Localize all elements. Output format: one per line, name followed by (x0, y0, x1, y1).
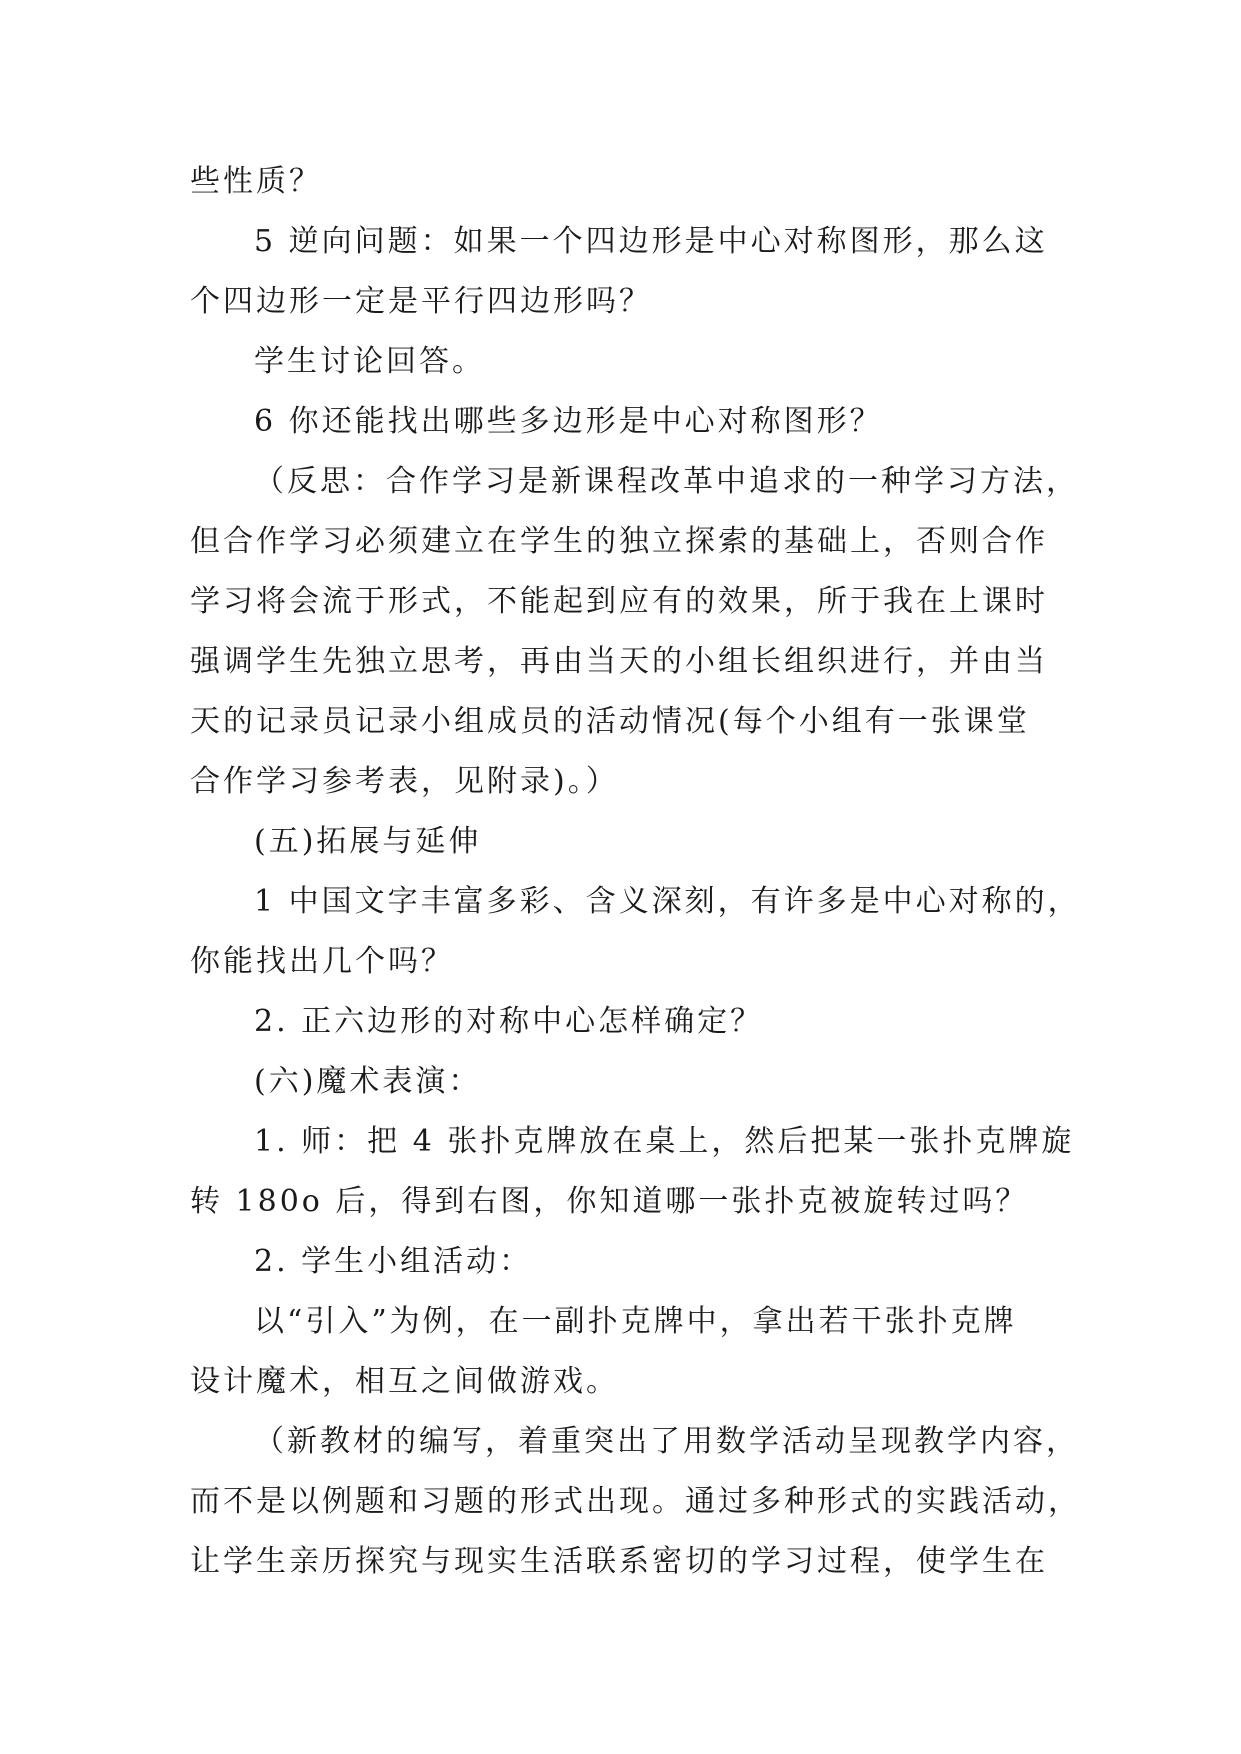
text-line: 合作学习参考表，见附录)。） (190, 764, 619, 799)
text-line: 而不是以例题和习题的形式出现。通过多种形式的实践活动， (190, 1484, 1081, 1519)
text-line: 6 你还能找出哪些多边形是中心对称图形？ (254, 404, 883, 439)
text-line: 让学生亲历探究与现实生活联系密切的学习过程，使学生在 (190, 1544, 1048, 1579)
text-line: 1. 师：把 4 张扑克牌放在桌上，然后把某一张扑克牌旋 (254, 1124, 1075, 1159)
document-body (190, 152, 1081, 1592)
text-line: 但合作学习必须建立在学生的独立探索的基础上，否则合作 (190, 524, 1048, 559)
text-line: （新教材的编写，着重突出了用数学活动呈现教学内容， (254, 1424, 1079, 1459)
text-line: 强调学生先独立思考，再由当天的小组长组织进行，并由当 (190, 644, 1048, 679)
text-line: 些性质？ (190, 164, 322, 199)
section-heading: (五)拓展与延伸 (254, 824, 482, 859)
text-line: 以“引入”为例，在一副扑克牌中，拿出若干张扑克牌 (254, 1304, 1017, 1339)
text-line: 1 中国文字丰富多彩、含义深刻，有许多是中心对称的， (254, 884, 1081, 919)
text-line: 转 180o 后，得到右图，你知道哪一张扑克被旋转过吗？ (190, 1184, 1029, 1219)
text-line: 学生讨论回答。 (254, 344, 485, 379)
text-line: 学习将会流于形式，不能起到应有的效果，所于我在上课时 (190, 584, 1048, 619)
text-line: 个四边形一定是平行四边形吗？ (190, 284, 652, 319)
text-line: 2. 正六边形的对称中心怎样确定？ (254, 1004, 764, 1039)
text-line: （反思：合作学习是新课程改革中追求的一种学习方法， (254, 464, 1079, 499)
text-line: 你能找出几个吗？ (190, 944, 454, 979)
section-heading: (六)魔术表演： (254, 1064, 482, 1099)
text-line: 天的记录员记录小组成员的活动情况(每个小组有一张课堂 (190, 704, 1030, 739)
text-line: 设计魔术，相互之间做游戏。 (190, 1364, 619, 1399)
text-line: 2. 学生小组活动： (254, 1244, 533, 1279)
text-line: 5 逆向问题：如果一个四边形是中心对称图形，那么这 (254, 224, 1048, 259)
